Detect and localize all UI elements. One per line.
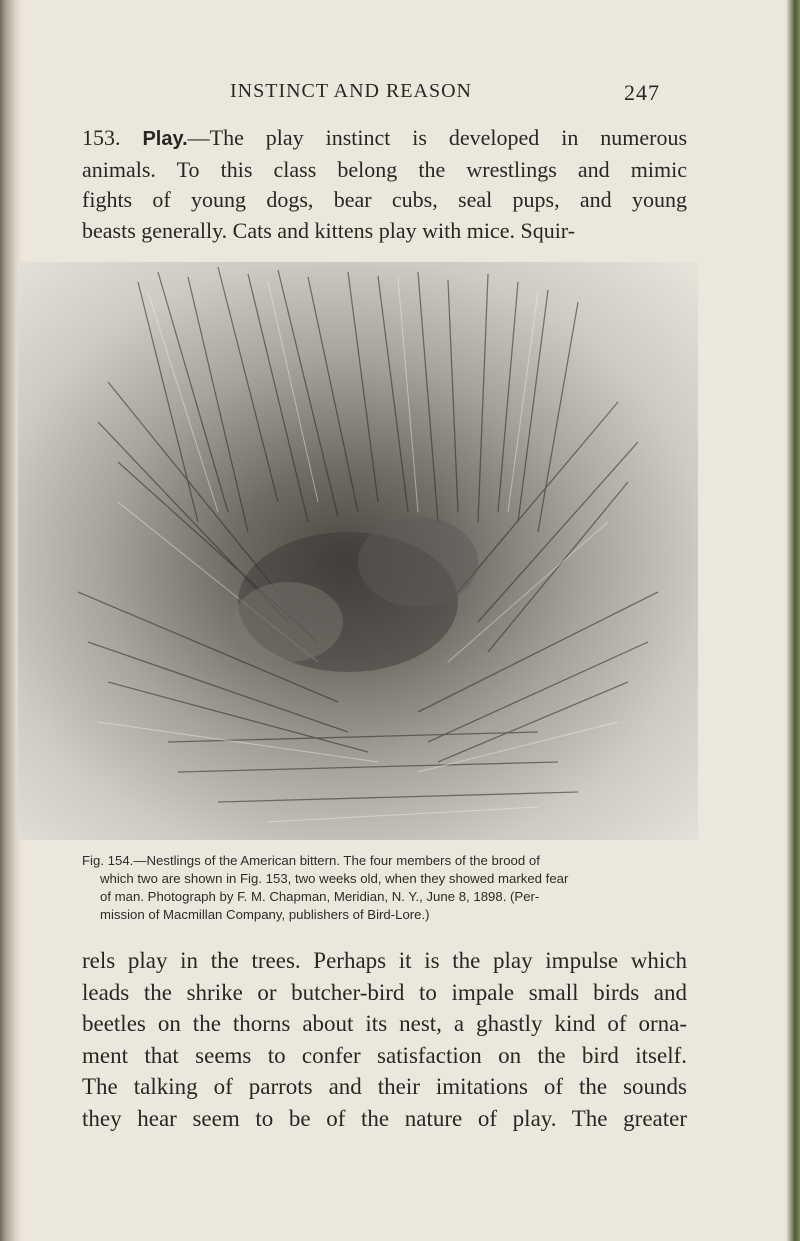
- bittern-nestlings-photograph: [18, 262, 698, 840]
- paragraph-line: The talking of parrots and their imitations of the sounds: [82, 1074, 687, 1099]
- nest-straw-texture: [18, 262, 698, 840]
- section-heading: Play.: [142, 128, 188, 150]
- caption-line: Fig. 154.—Nestlings of the American bittern. The four members of the brood of: [82, 853, 540, 868]
- paragraph-line: ment that seems to confer satisfaction on the bird itself.: [82, 1042, 687, 1068]
- page-binding-edge-right: [786, 0, 800, 1241]
- paragraph-line: they hear seem to be of the nature of play. The greater: [82, 1105, 687, 1131]
- paragraph-line: beasts generally. Cats and kittens play with mice. Squir-: [82, 217, 576, 243]
- section-number: 153.: [82, 125, 121, 150]
- paragraph-line: rels play in the trees. Perhaps it is the play impulse which: [82, 948, 687, 973]
- paragraph-line-text: —The play instinct is developed in numerous: [187, 125, 688, 150]
- caption-line: mission of Macmillan Company, publishers of Bird-Lore.): [100, 907, 430, 922]
- paragraph-line: beetles on the thorns about its nest, a ghastly kind of orna-: [82, 1011, 687, 1036]
- caption-line: which two are shown in Fig. 153, two weeks old, when they showed marked fear: [100, 871, 569, 886]
- paragraph-play-continued: [82, 945, 687, 1134]
- running-head: [230, 80, 660, 110]
- figure-caption: [82, 852, 687, 924]
- caption-line: of man. Photograph by F. M. Chapman, Meridian, N. Y., June 8, 1898. (Per-: [100, 889, 540, 904]
- running-head-title: INSTINCT AND REASON: [230, 80, 472, 102]
- paragraph-line: fights of young dogs, bear cubs, seal pups, and young: [82, 187, 687, 212]
- paragraph-line: animals. To this class belong the wrestlings and mimic: [82, 156, 687, 182]
- paragraph-line: leads the shrike or butcher-bird to impale small birds and: [82, 979, 687, 1005]
- paragraph-line: [82, 123, 687, 155]
- page-number: 247: [624, 80, 660, 105]
- paragraph-play-intro: [82, 123, 687, 246]
